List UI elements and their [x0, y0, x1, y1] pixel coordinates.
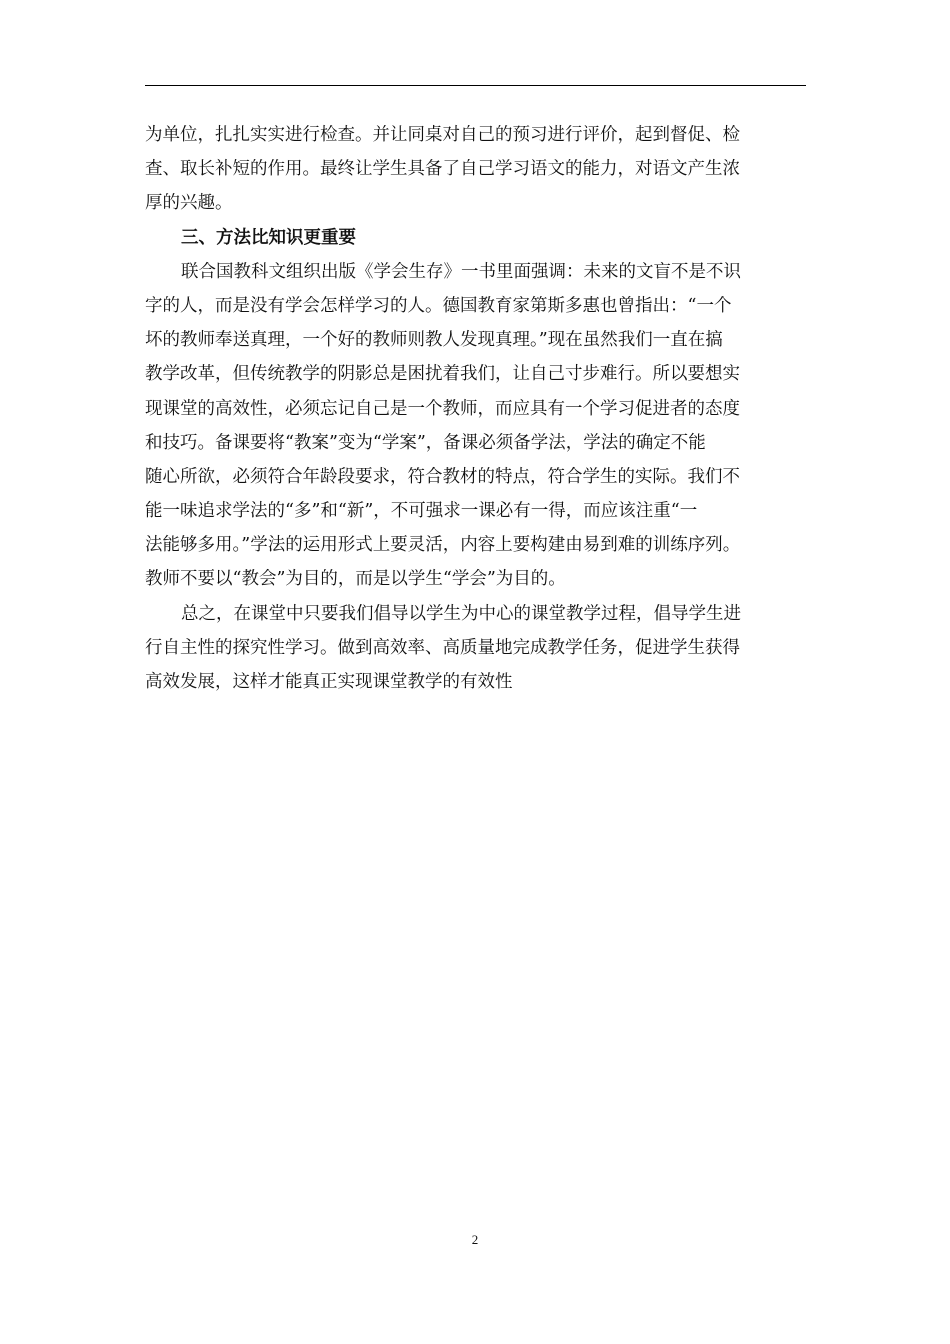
paragraph-4	[145, 597, 825, 700]
text-line: 行自主性的探究性学习。做到高效率、高质量地完成教学任务，促进学生获得	[145, 637, 740, 658]
text-line: 联合国教科文组织出版《学会生存》一书里面强调：未来的文盲不是不识	[181, 261, 741, 282]
text-line: 教学改革，但传统教学的阴影总是困扰着我们，让自己寸步难行。所以要想实	[145, 364, 740, 385]
text-line: 随心所欲，必须符合年龄段要求，符合教材的特点，符合学生的实际。我们不	[145, 466, 740, 487]
text-line: 高效发展，这样才能真正实现课堂教学的有效性	[145, 672, 513, 692]
paragraph-1	[145, 118, 825, 221]
paragraph-3	[145, 255, 825, 597]
section-heading: 三、方法比知识更重要	[181, 227, 356, 248]
text-line: 坏的教师奉送真理，一个好的教师则教人发现真理。”现在虽然我们一直在搞	[145, 330, 723, 351]
text-line: 为单位，扎扎实实进行检查。并让同桌对自己的预习进行评价，起到督促、检	[145, 125, 740, 145]
page-number: 2	[471, 1232, 479, 1247]
text-line: 法能够多用。”学法的运用形式上要灵活，内容上要构建由易到难的训练序列。	[145, 535, 741, 556]
text-line: 字的人，而是没有学会怎样学习的人。德国教育家第斯多惠也曾指出：“一个	[145, 295, 732, 316]
text-line: 总之，在课堂中只要我们倡导以学生为中心的课堂教学过程，倡导学生进	[181, 603, 741, 624]
document-body	[145, 118, 825, 699]
text-line: 和技巧。备课要将“教案”变为“学案”，备课必须备学法，学法的确定不能	[145, 432, 706, 453]
header-rule	[145, 85, 806, 86]
text-line: 厚的兴趣。	[145, 193, 233, 214]
text-line: 能一味追求学法的“多”和“新”，不可强求一课必有一得，而应该注重“一	[145, 501, 698, 522]
text-line: 教师不要以“教会”为目的，而是以学生“学会”为目的。	[145, 569, 566, 590]
text-line: 现课堂的高效性，必须忘记自己是一个教师，而应具有一个学习促进者的态度	[145, 398, 740, 419]
text-line: 查、取长补短的作用。最终让学生具备了自己学习语文的能力，对语文产生浓	[145, 159, 740, 180]
